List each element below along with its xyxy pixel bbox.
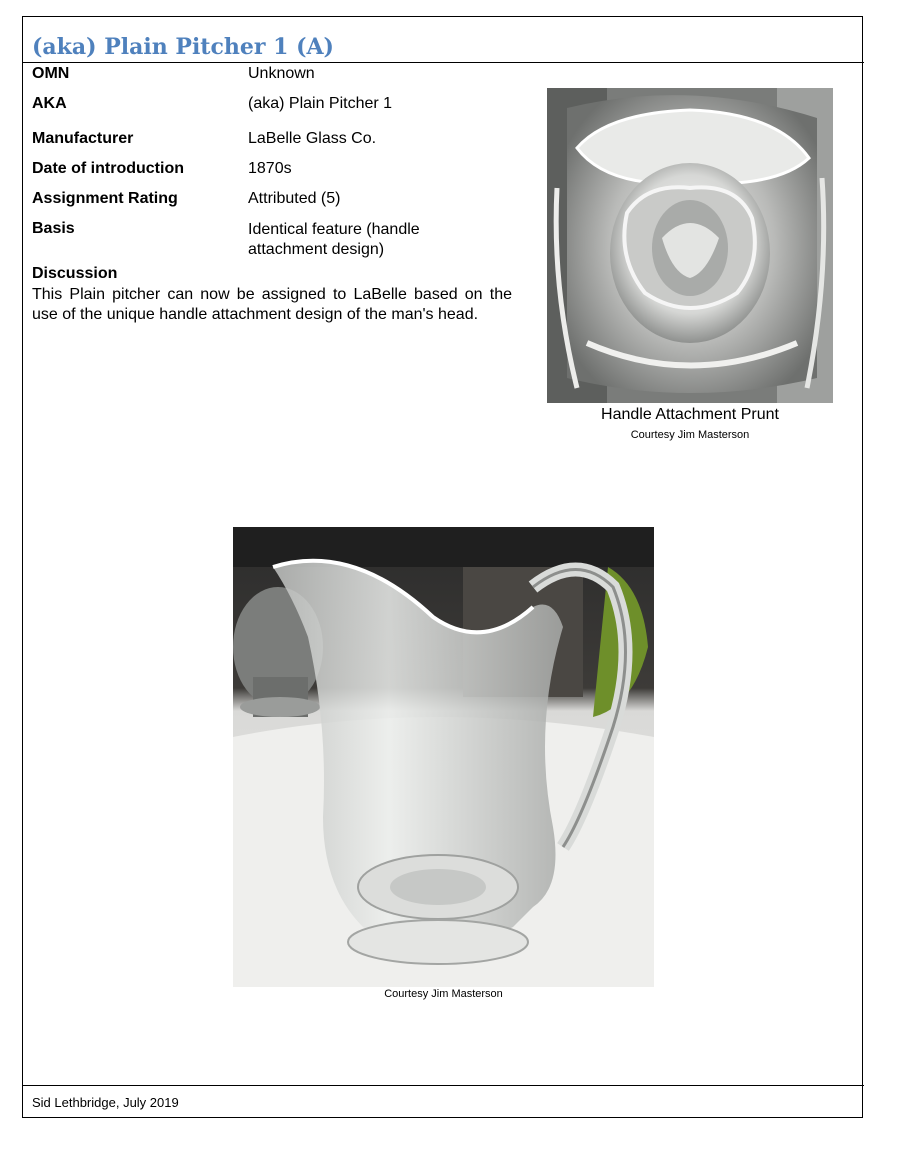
- photo-credit: Courtesy Jim Masterson: [630, 429, 750, 441]
- field-value: Unknown: [248, 65, 315, 82]
- footer-divider: [22, 1085, 864, 1086]
- field-label: AKA: [32, 95, 67, 112]
- field-label: Basis: [32, 220, 75, 237]
- discussion-text: This Plain pitcher can now be assigned to LaBelle based on the use of the unique handle attachment design of the man's head.: [32, 286, 512, 323]
- handle-prunt-photo: [547, 88, 833, 403]
- title-divider: [22, 62, 864, 63]
- field-value: LaBelle Glass Co.: [248, 130, 377, 147]
- field-label: Date of introduction: [32, 160, 184, 177]
- photo-credit: Courtesy Jim Masterson: [384, 988, 503, 1000]
- field-label: Manufacturer: [32, 130, 134, 147]
- footer-author: Sid Lethbridge, July 2019: [32, 1095, 179, 1110]
- page-title: (aka) Plain Pitcher 1 (A): [32, 34, 334, 60]
- pitcher-photo: [233, 527, 654, 987]
- field-label: OMN: [32, 65, 70, 82]
- field-value: 1870s: [248, 160, 292, 177]
- photo-caption: Handle Attachment Prunt: [601, 406, 779, 423]
- field-label: Assignment Rating: [32, 190, 178, 207]
- field-value: Identical feature (handle attachment design): [248, 221, 420, 258]
- field-value: Attributed (5): [248, 190, 341, 207]
- field-value: (aka) Plain Pitcher 1: [248, 95, 393, 112]
- discussion-heading: Discussion: [32, 265, 118, 282]
